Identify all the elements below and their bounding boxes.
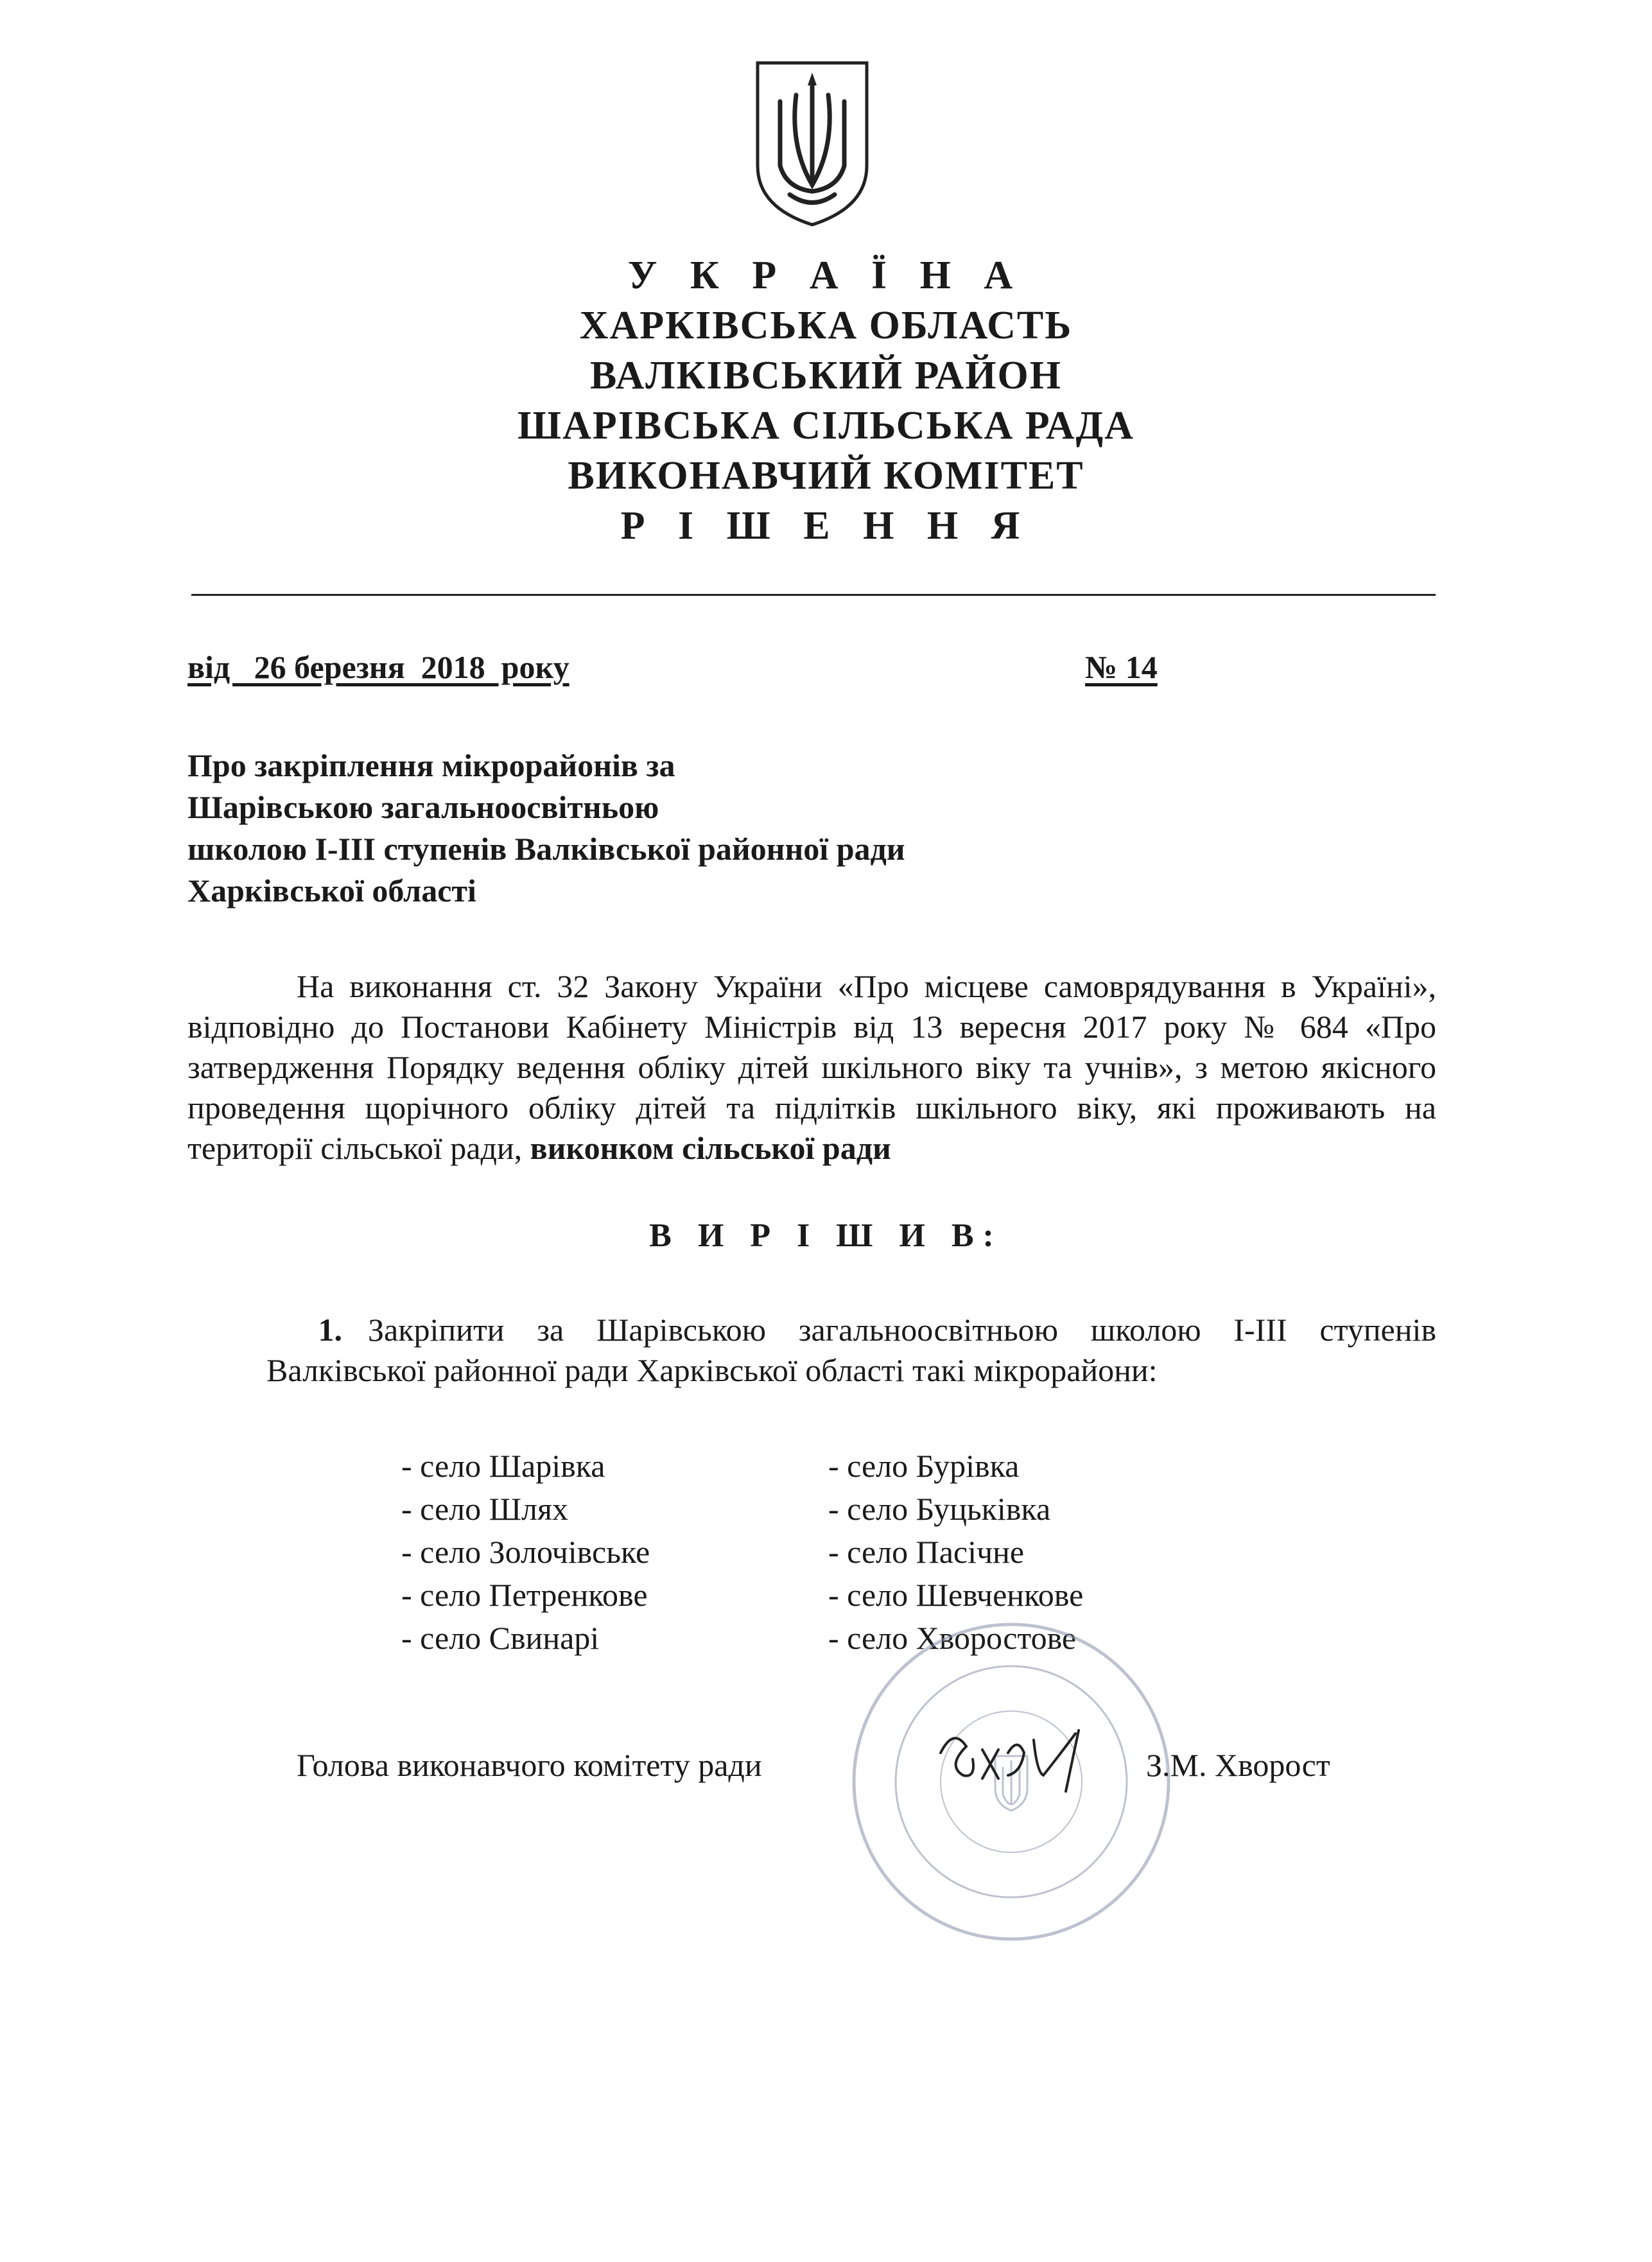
subject-line: школою І-ІІІ ступенів Валківської районної ради	[187, 831, 905, 867]
village-item: - село Петренкове	[401, 1577, 648, 1613]
item-text: Закріпити за Шарівською загальноосвітньою школою І-ІІІ ступенів Валківської районної ради Харківської області такі мікрорайони:	[266, 1312, 1436, 1388]
preamble-bold-tail: виконком сільської ради	[530, 1130, 891, 1166]
committee-name: ВИКОНАВЧИЙ КОМІТЕТ	[568, 454, 1084, 498]
country-name: У К Р А Ї Н А	[627, 254, 1025, 297]
document-subject	[187, 745, 1151, 912]
decided-heading: В И Р І Ш И В:	[649, 1217, 1003, 1254]
village-item: - село Свинарі	[401, 1620, 600, 1656]
village-row	[401, 1445, 1236, 1488]
village-item: - село Хворостове	[828, 1620, 1077, 1656]
subject-line: Харківської області	[187, 873, 476, 909]
coat-of-arms-icon	[751, 57, 873, 230]
village-item: - село Шлях	[401, 1491, 568, 1527]
document-date: від 26 березня 2018 року	[187, 649, 570, 685]
village-item: - село Бурівка	[828, 1448, 1020, 1484]
village-item: - село Шарівка	[401, 1448, 605, 1484]
document-number: № 14	[1085, 649, 1158, 685]
preamble-paragraph	[187, 966, 1436, 1169]
village-item: - село Пасічне	[828, 1534, 1025, 1570]
district-name: ВАЛКІВСЬКИЙ РАЙОН	[590, 354, 1062, 397]
header-divider	[191, 594, 1436, 596]
village-row	[401, 1574, 1236, 1617]
document-header	[0, 250, 1652, 551]
decision-item	[266, 1310, 1436, 1391]
subject-line: Шарівською загальноосвітньою	[187, 789, 659, 825]
council-name: ШАРІВСЬКА СІЛЬСЬКА РАДА	[517, 404, 1135, 448]
village-row	[401, 1488, 1236, 1531]
item-number: 1.	[318, 1312, 342, 1348]
handwritten-signature	[928, 1714, 1120, 1798]
village-item: - село Золочівське	[401, 1534, 650, 1570]
subject-line: Про закріплення мікрорайонів за	[187, 747, 675, 783]
preamble-text: На виконання ст. 32 Закону України «Про місцеве самоврядування в Україні», відповідно до Постанови Кабінету Міністрів від 13 вересня 2017 року № 684 «Про затвердження Порядку ведення обліку дітей шкільного віку та учнів», з метою якісного проведення щорічного обліку дітей та підлітків шкільного віку, які проживають на території сільської ради,	[187, 968, 1436, 1166]
signatory-title: Голова виконавчого комітету ради	[297, 1747, 762, 1783]
document-type: Р І Ш Е Н Н Я	[620, 504, 1032, 548]
village-item: - село Буцьківка	[828, 1491, 1051, 1527]
village-row	[401, 1531, 1236, 1574]
village-item: - село Шевченкове	[828, 1577, 1084, 1613]
region-name: ХАРКІВСЬКА ОБЛАСТЬ	[579, 304, 1073, 347]
signatory-name: З.М. Хворост	[1146, 1747, 1330, 1783]
